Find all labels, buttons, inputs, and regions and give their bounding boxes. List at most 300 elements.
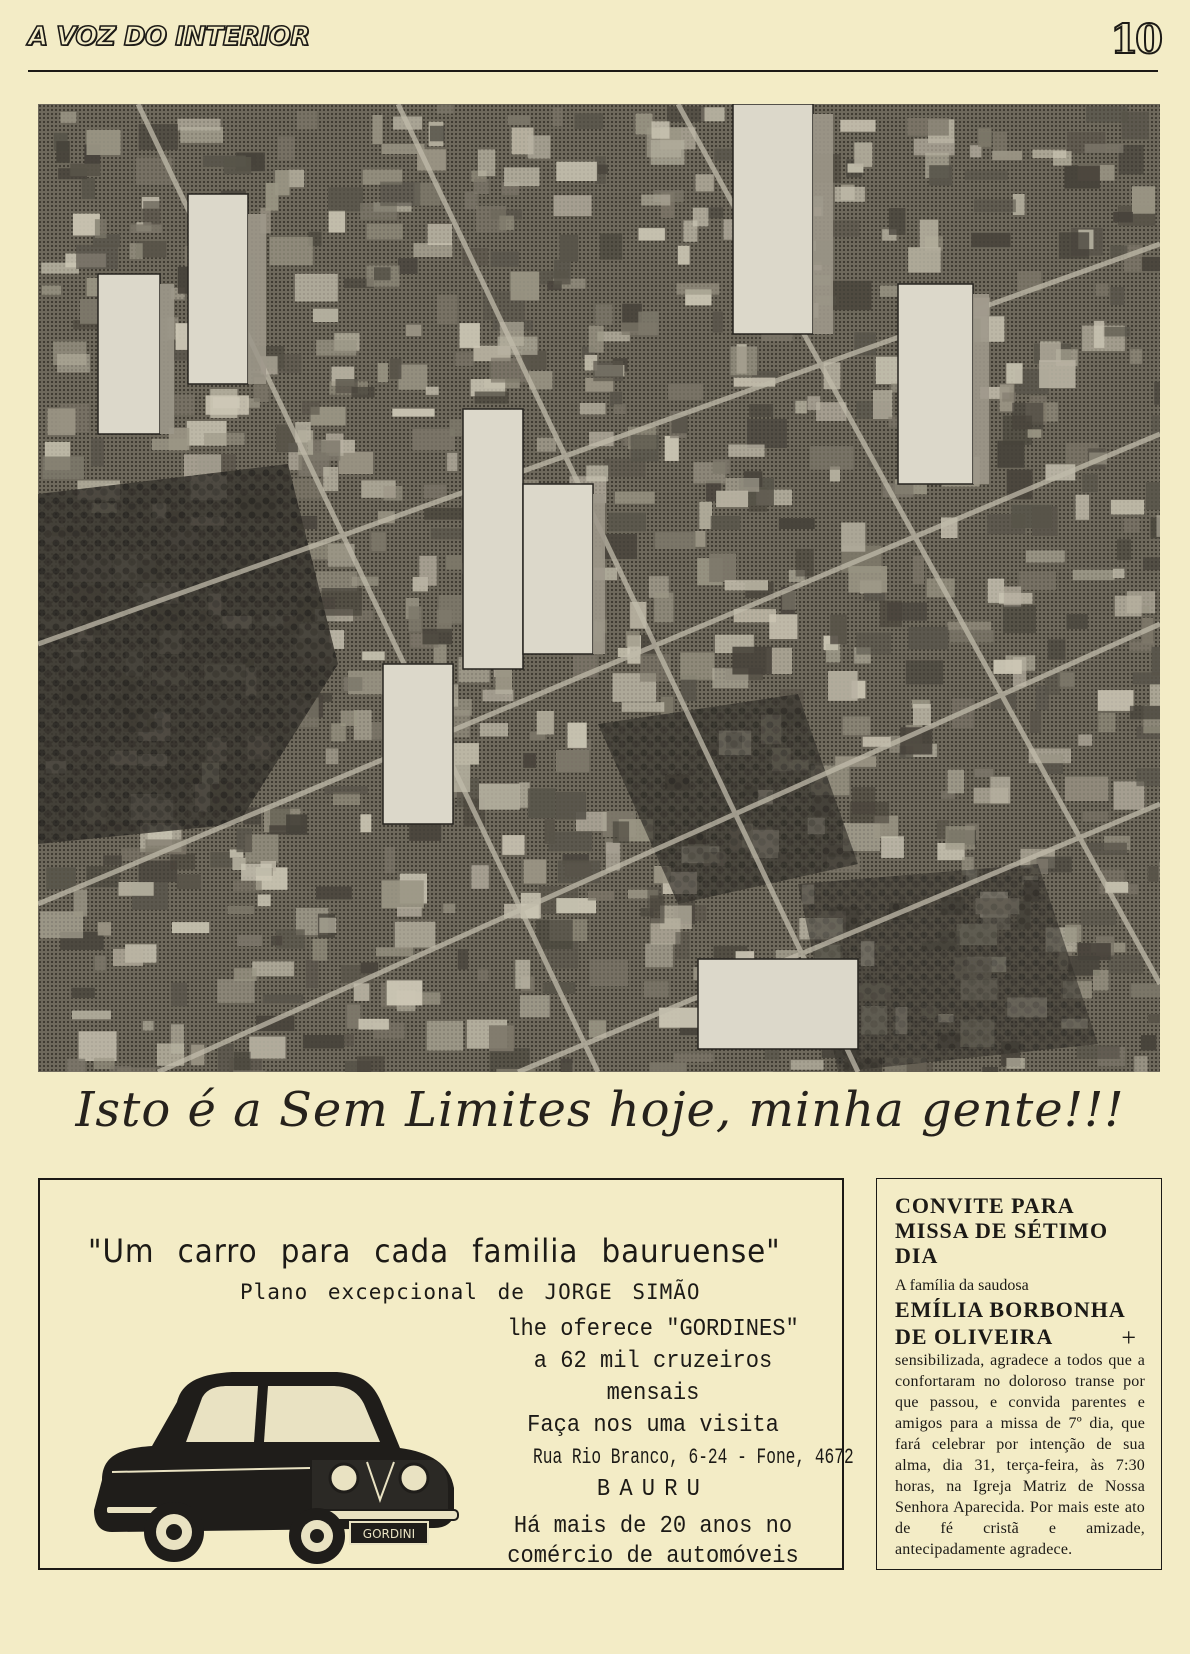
rooftop [856,633,891,655]
rooftop [1067,614,1088,629]
rooftop [1152,647,1161,676]
rooftop [636,114,653,135]
rooftop [1157,515,1161,537]
rooftop [779,518,815,529]
rooftop [706,207,723,218]
rooftop [46,867,76,889]
rooftop [303,1035,344,1049]
rooftop [319,918,336,933]
rooftop [471,865,488,889]
rooftop [103,855,122,865]
rooftop [749,404,773,417]
rooftop [831,281,871,310]
rooftop [117,1068,156,1072]
rooftop [460,323,480,348]
rooftop [1004,587,1021,608]
rooftop [1124,518,1140,532]
rooftop [711,516,741,530]
rooftop [641,195,670,206]
rooftop [1150,684,1160,705]
rooftop [716,491,748,507]
rooftop [392,409,434,417]
rooftop [1065,925,1081,942]
rooftop [974,769,993,777]
rooftop [1148,1014,1160,1023]
rooftop [1028,429,1042,437]
rooftop [504,167,539,186]
rooftop [561,1059,573,1072]
rooftop [48,408,76,435]
rooftop [1006,363,1022,384]
rooftop [347,1005,360,1029]
rooftop [1143,557,1160,570]
car-plate: GORDINI [362,1527,416,1541]
rooftop [807,396,820,410]
rooftop [406,325,421,336]
rooftop [331,723,346,741]
rooftop [1113,569,1125,578]
rooftop [549,832,593,852]
rooftop [234,968,257,981]
rooftop [478,149,495,176]
rooftop [913,556,924,584]
rooftop [1073,570,1115,580]
rooftop [263,995,303,1004]
rooftop [95,219,107,238]
rooftop [1019,571,1056,590]
rooftop [586,465,608,481]
rooftop [947,622,991,631]
rooftop [913,704,931,725]
rooftop [419,556,436,586]
rooftop [832,220,860,237]
rooftop [970,145,981,157]
rooftop [726,478,760,492]
rooftop [228,906,254,914]
rooftop [1117,539,1131,560]
rooftop [328,187,363,211]
rooftop [171,1024,184,1053]
rooftop [828,671,858,701]
rooftop [1154,382,1160,405]
ad-offer-text [503,1314,854,1572]
rooftop [948,770,964,794]
rooftop [556,750,589,772]
rooftop [130,243,143,259]
rooftop [72,1011,111,1020]
rooftop [395,922,436,948]
rooftop [271,936,282,946]
rooftop [409,606,422,631]
rooftop [835,187,865,202]
rooftop [974,788,1009,804]
rooftop [479,784,520,810]
rooftop [1048,639,1066,659]
rooftop [1108,955,1143,974]
rooftop [241,864,272,881]
rooftop [796,549,814,577]
rooftop [593,361,623,381]
rooftop [316,887,352,900]
rooftop [71,988,94,998]
rooftop [476,206,506,233]
rooftop [42,286,61,295]
rooftop [57,354,90,373]
rooftop [1039,360,1076,388]
page-number: 10 [1110,16,1160,63]
rooftop [372,115,382,144]
rooftop [502,835,524,855]
rooftop [258,895,271,907]
rooftop [234,1052,251,1072]
rooftop [1094,321,1104,348]
rooftop [626,631,640,646]
rooftop [172,922,209,933]
rooftop [595,305,612,325]
rooftop [965,170,1008,180]
rooftop [1026,550,1065,562]
rooftop [43,457,84,480]
rooftop [1093,970,1109,991]
rooftop [455,353,473,366]
rooftop [568,723,587,748]
notice-name-text: EMÍLIA BORBONHA DE OLIVEIRA [895,1297,1125,1349]
rooftop [645,944,673,968]
rooftop [266,183,279,211]
rooftop [143,201,160,226]
rooftop [600,233,623,259]
rooftop [1131,983,1160,997]
rooftop [1098,713,1115,732]
rooftop [1146,482,1160,510]
notice-title: CONVITE PARA MISSA DE SÉTIMO DIA [895,1193,1109,1268]
rooftop [1065,777,1109,801]
rooftop [458,949,468,969]
car-illustration-icon [82,1360,462,1570]
rooftop [791,1060,824,1070]
rooftop [270,237,313,265]
rooftop [731,346,757,375]
rooftop [810,446,854,470]
rooftop [428,224,453,245]
rooftop [339,452,373,474]
rooftop [511,272,540,301]
rooftop [390,359,402,380]
rooftop [713,460,730,474]
rooftop [881,836,904,858]
mass-invitation-notice [876,1178,1162,1570]
rooftop [397,907,422,917]
rooftop [622,702,665,712]
rooftop [650,1062,687,1072]
rooftop [650,895,665,923]
rooftop [728,445,764,457]
rooftop [994,660,1022,674]
rooftop [536,920,573,949]
rooftop [1141,1035,1156,1050]
rooftop [414,243,453,257]
rooftop [565,862,591,876]
rooftop [678,246,690,265]
rooftop [1110,287,1124,305]
rooftop [978,128,991,147]
rooftop [489,1025,514,1051]
rooftop [1003,605,1036,633]
rooftop [360,814,371,832]
rooftop [430,126,445,142]
rooftop [483,690,514,702]
rooftop [56,141,70,163]
rooftop [357,1056,385,1072]
rooftop [1148,866,1159,882]
rooftop [747,419,787,448]
rooftop [1081,910,1117,926]
rooftop [929,165,952,185]
rooftop [79,1031,117,1061]
header-rule [28,70,1158,72]
rooftop [74,890,88,917]
rooftop [387,980,423,1005]
rooftop [644,981,669,997]
rooftop [713,311,723,332]
rooftop [91,438,104,466]
rooftop [237,828,253,852]
rooftop [113,949,143,966]
rooftop [170,853,195,869]
rooftop [615,492,655,504]
rooftop [95,956,106,971]
rooftop [203,156,246,167]
rooftop [840,120,875,132]
rooftop [1096,283,1109,295]
rooftop [1002,393,1016,402]
rooftop [297,111,318,129]
rooftop [76,245,118,269]
rooftop [589,326,604,353]
rooftop [1132,186,1155,213]
rooftop [988,579,1005,603]
rooftop [528,788,556,818]
rooftop [322,588,362,616]
rooftop [130,224,161,233]
rooftop [537,438,556,452]
rooftop [732,647,772,675]
rooftop [306,960,319,988]
rooftop [1058,673,1074,687]
rooftop [450,419,463,436]
rooftop [537,711,554,735]
rooftop [171,394,194,415]
rooftop [329,210,345,232]
rooftop [313,939,328,961]
rooftop [982,1067,998,1072]
rooftop [343,1034,354,1047]
rooftop [614,404,626,414]
rooftop [378,363,388,382]
rooftop [677,283,720,294]
rooftop [289,170,305,188]
rooftop [906,660,943,684]
rooftop [398,258,417,274]
rooftop [876,357,898,384]
ad-subline: Plano excepcional de JORGE SIMÃO [240,1280,701,1304]
rooftop [590,960,629,987]
newspaper-masthead: A VOZ DO INTERIOR [28,22,310,52]
rooftop [376,947,413,956]
rooftop [1133,672,1160,684]
rooftop [383,486,402,501]
rooftop [1030,711,1041,733]
rooftop [324,786,368,794]
rooftop [423,629,453,645]
rooftop [213,397,240,408]
rooftop [709,554,736,583]
rooftop [1130,349,1142,364]
rooftop [841,523,865,552]
rooftop [554,195,592,216]
rooftop [887,603,927,621]
rooftop [1103,327,1131,337]
rooftop [1053,151,1072,166]
rooftop [665,436,679,461]
ad-address: Rua Rio Branco, 6-24 - Fone, 4672 [533,1445,854,1470]
rooftop [680,653,714,680]
rooftop [437,105,454,114]
rooftop [909,627,949,650]
rooftop [218,1044,234,1072]
rooftop [302,401,320,415]
rooftop [352,387,375,398]
rooftop [1059,232,1089,258]
rooftop [639,228,665,240]
rooftop [217,979,254,1003]
rooftop [1036,686,1049,711]
rooftop [830,615,847,645]
rooftop [974,199,1016,212]
rooftop [480,723,508,736]
rooftop [556,792,586,820]
rooftop [598,165,608,174]
rooftop [914,139,955,156]
rooftop [98,922,111,935]
rooftop [850,802,889,824]
rooftop [323,467,338,491]
rooftop [654,593,673,623]
rooftop [474,179,489,194]
rooftop [180,127,223,143]
rooftop [528,135,551,158]
ad-offer-line2: a 62 mil cruzeiros mensais [533,1348,773,1407]
rooftop [427,1021,463,1051]
rooftop [854,142,872,167]
rooftop [412,429,455,450]
rooftop [269,825,305,834]
rooftop [426,387,439,395]
rooftop [237,935,262,946]
rooftop [556,162,597,181]
rooftop [316,340,356,356]
rooftop [843,717,871,736]
rooftop [119,882,154,896]
cross-icon: + [1121,1323,1137,1352]
rooftop [359,1019,389,1030]
rooftop [1086,106,1128,122]
rooftop [668,384,703,400]
rooftop [1111,500,1144,515]
rooftop [87,130,121,155]
rooftop [384,847,395,873]
rooftop [515,960,530,989]
rooftop [523,753,536,768]
rooftop [343,677,362,691]
rooftop [920,220,939,249]
rooftop [278,137,295,161]
rooftop [382,880,424,908]
rooftop [491,251,519,266]
rooftop [795,401,807,414]
rooftop [608,513,646,532]
rooftop [1134,1056,1147,1072]
rooftop [1076,495,1089,520]
rooftop [443,904,455,913]
rooftop [367,224,403,240]
rooftop [652,121,670,138]
rooftop [60,112,76,123]
rooftop [1078,735,1092,746]
rooftop [326,749,338,765]
rooftop [465,192,478,210]
rooftop [701,107,725,121]
rooftop [362,652,385,661]
notice-intro: A família da saudosa [895,1277,1029,1294]
rooftop [683,221,697,242]
rooftop [580,403,606,414]
rooftop [651,140,685,165]
rooftop [177,874,201,889]
rooftop [908,247,941,272]
rooftop [873,390,892,419]
rooftop [554,260,571,285]
rooftop [424,485,447,499]
rooftop [695,531,705,547]
rooftop [622,323,657,336]
rooftop [447,453,457,471]
rooftop [1077,1045,1120,1059]
rooftop [313,309,338,322]
rooftop [655,532,696,549]
rooftop [380,182,420,207]
rooftop [424,508,462,520]
rooftop [143,1021,154,1031]
rooftop [252,961,294,976]
notice-deceased-name [895,1296,1145,1350]
rooftop [971,233,1010,247]
ad-since-line1: Há mais de 20 anos no [513,1513,793,1540]
rooftop [233,881,262,892]
rooftop [1130,706,1160,720]
ad-since [503,1512,803,1572]
rooftop [631,435,659,462]
rooftop [295,274,338,302]
rooftop [70,164,100,176]
car-dealer-advertisement [38,1178,854,1570]
ad-headline: "Um carro para cada familia bauruense" [88,1232,781,1270]
rooftop [907,118,949,136]
rooftop [725,580,768,590]
rooftop [67,1059,85,1072]
rooftop [1083,812,1109,822]
rooftop [1085,144,1124,153]
